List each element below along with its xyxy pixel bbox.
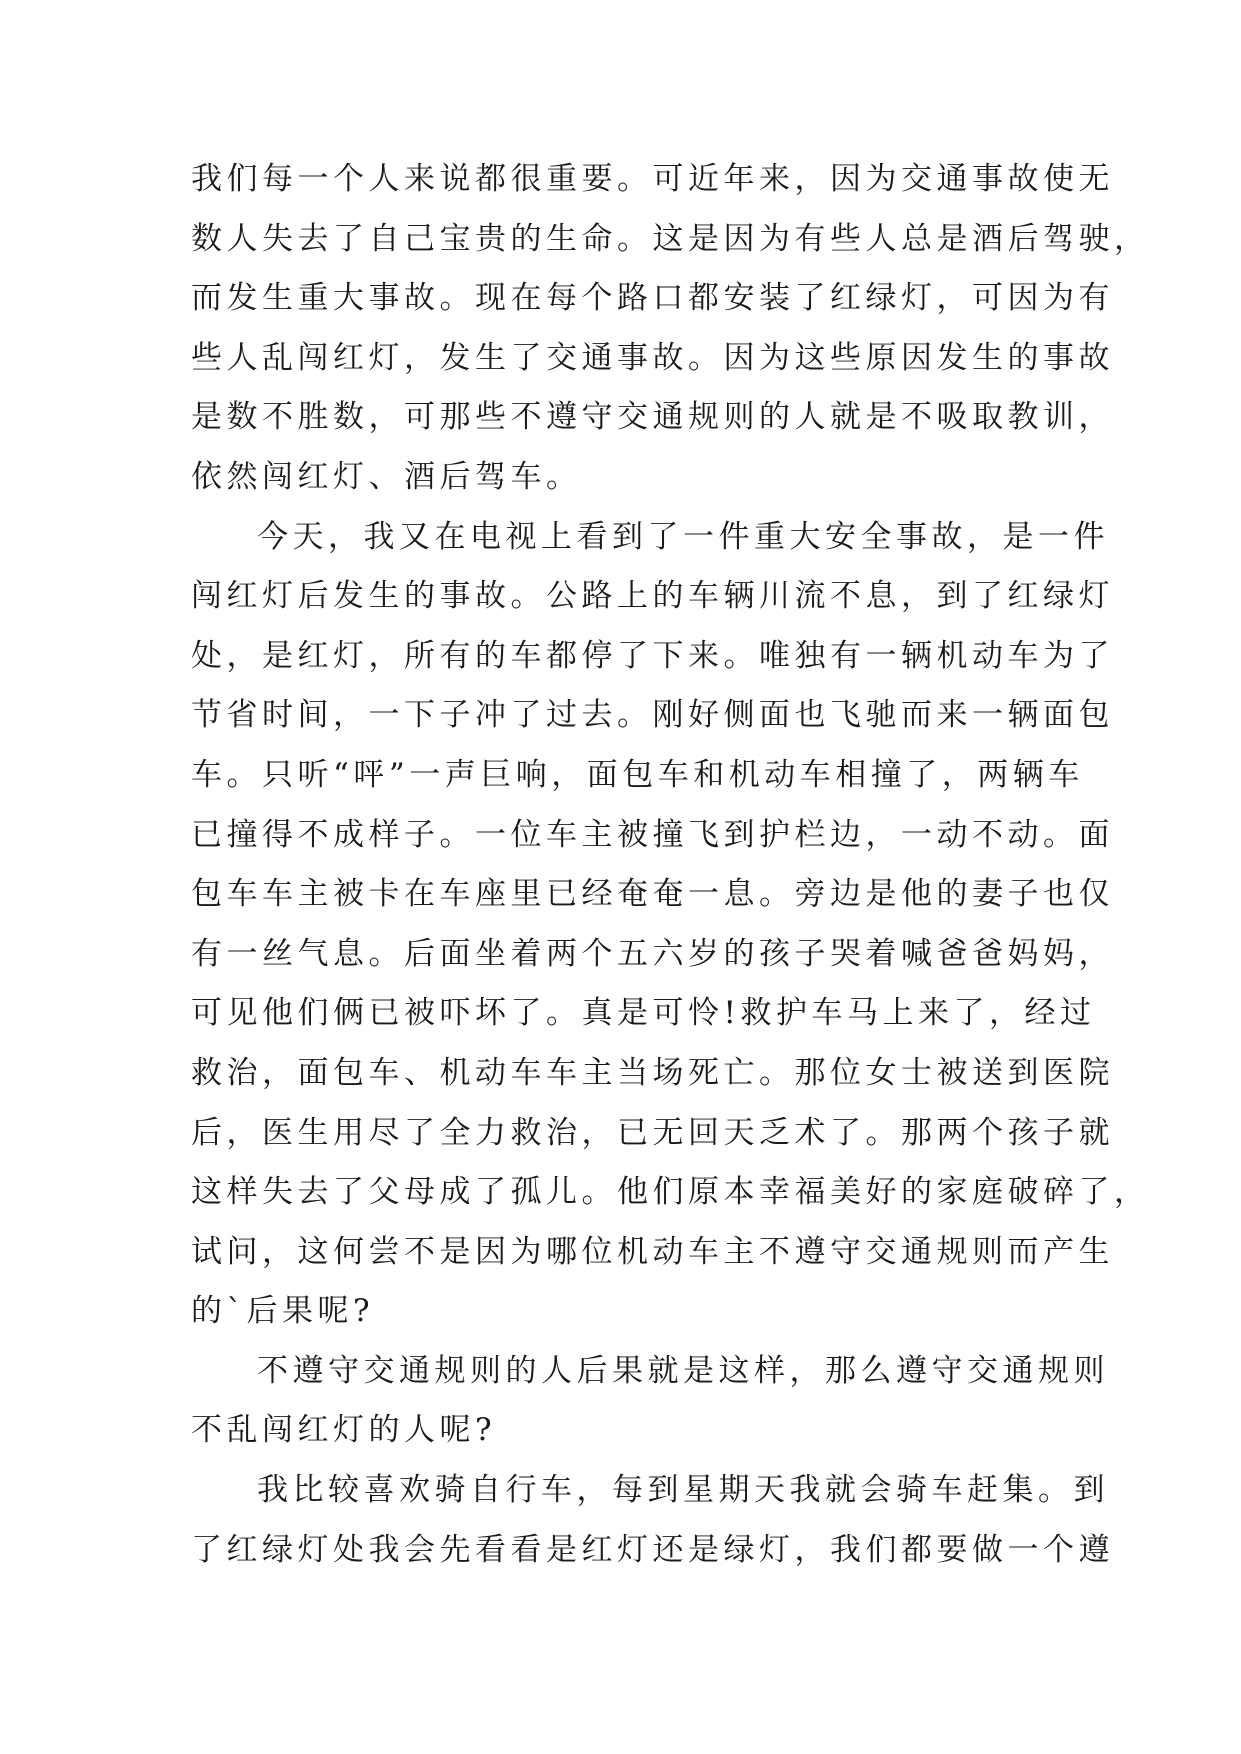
- text-line: 这样失去了父母成了孤儿。他们原本幸福美好的家庭破碎了，: [191, 1174, 1150, 1211]
- text-line: 包车车主被卡在车座里已经奄奄一息。旁边是他的妻子也仅: [191, 876, 1114, 913]
- text-line: 救治，面包车、机动车车主当场死亡。那位女士被送到医院: [191, 1054, 1114, 1091]
- text-line: 闯红灯后发生的事故。公路上的车辆川流不息，到了红绿灯: [191, 578, 1114, 615]
- text-line: 有一丝气息。后面坐着两个五六岁的孩子哭着喊爸爸妈妈，: [191, 935, 1114, 972]
- text-line: 而发生重大事故。现在每个路口都安装了红绿灯，可因为有: [191, 280, 1114, 317]
- text-line: 是数不胜数，可那些不遵守交通规则的人就是不吸取教训，: [191, 399, 1114, 436]
- text-line: 试问，这何尝不是因为哪位机动车主不遵守交通规则而产生: [191, 1233, 1114, 1270]
- text-line: 数人失去了自己宝贵的生命。这是因为有些人总是酒后驾驶，: [191, 220, 1150, 257]
- paragraph-first-line: 今天，我又在电视上看到了一件重大安全事故，是一件: [257, 518, 1109, 555]
- article-body: [191, 150, 1150, 1580]
- text-line: 了红绿灯处我会先看看是红灯还是绿灯，我们都要做一个遵: [191, 1531, 1114, 1568]
- text-line: 后，医生用尽了全力救治，已无回天乏术了。那两个孩子就: [191, 1114, 1114, 1151]
- text-line: 的`后果呢?: [191, 1293, 375, 1330]
- text-line: 车。只听“呯”一声巨响，面包车和机动车相撞了，两辆车: [191, 756, 1084, 793]
- text-line: 节省时间，一下子冲了过去。刚好侧面也飞驰而来一辆面包: [191, 697, 1114, 734]
- paragraph-first-line: 我比较喜欢骑自行车，每到星期天我就会骑车赶集。到: [257, 1472, 1109, 1509]
- paragraph-first-line: 不遵守交通规则的人后果就是这样，那么遵守交通规则: [257, 1352, 1109, 1389]
- text-line: 处，是红灯，所有的车都停了下来。唯独有一辆机动车为了: [191, 637, 1114, 674]
- text-line: 些人乱闯红灯，发生了交通事故。因为这些原因发生的事故: [191, 339, 1114, 376]
- text-line: 依然闯红灯、酒后驾车。: [191, 458, 582, 495]
- text-line: 可见他们俩已被吓坏了。真是可怜!救护车马上来了，经过: [191, 995, 1096, 1032]
- text-line: 不乱闯红灯的人呢?: [191, 1412, 497, 1449]
- text-line: 我们每一个人来说都很重要。可近年来，因为交通事故使无: [191, 161, 1114, 197]
- text-line: 已撞得不成样子。一位车主被撞飞到护栏边，一动不动。面: [191, 816, 1114, 853]
